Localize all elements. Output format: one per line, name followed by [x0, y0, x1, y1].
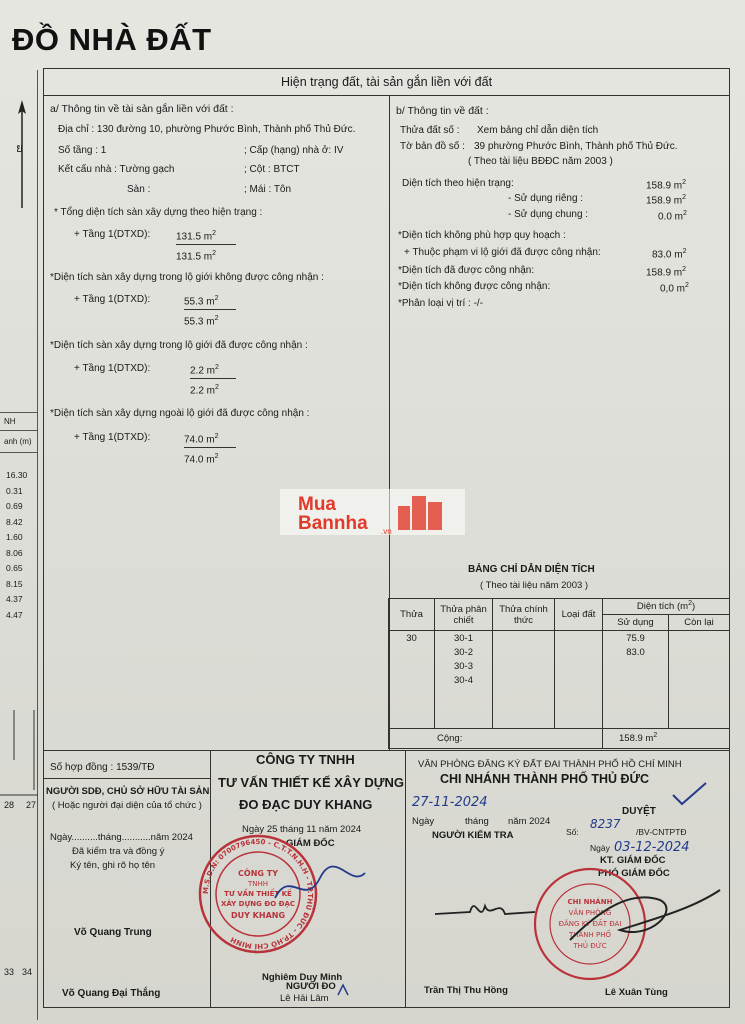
company-line-3: ĐO ĐẠC DUY KHANG [239, 797, 373, 812]
sub-plot-cell [435, 631, 493, 729]
strip-number: 1.60 [6, 532, 23, 542]
total-label: Cộng: [389, 729, 603, 749]
column-type: ; Cột : BTCT [244, 164, 300, 175]
approve-date-handwritten: 03-12-2024 [614, 840, 690, 855]
unrecognized-floor-label: + Tầng 1(DTXD): [74, 294, 151, 305]
strip-numbers [6, 468, 27, 623]
director-title: GIÁM ĐỐC [286, 838, 335, 849]
approve-title: DUYỆT [622, 806, 656, 817]
watermark-text: Bannha [298, 513, 368, 534]
strip-number: 4.47 [6, 609, 23, 620]
watermark-building-icon [396, 492, 446, 532]
owner-note-2: Ký tên, ghi rõ họ tên [70, 860, 156, 871]
inspect-date-handwritten: 27-11-2024 [412, 795, 488, 810]
inspector-signature-icon [430, 884, 540, 934]
current-area-label: Diện tích theo hiện trạng: [402, 178, 514, 189]
nonconforming-area-label: *Diện tích không phù hợp quy hoạch : [398, 230, 566, 241]
office-stamp-l1: CHI NHÁNH [567, 898, 613, 906]
owner-name-2: Võ Quang Đại Thắng [62, 988, 161, 999]
recognized-floor-value: 2.2 $m^2$ [190, 362, 236, 379]
area-table-title: BẢNG CHỈ DẪN DIỆN TÍCH [468, 564, 595, 575]
boundary-area-label: + Thuộc phạm vi lộ giới đã được công nhận: [404, 247, 601, 258]
land-type-cell [555, 631, 603, 729]
private-use-label: - Sử dụng riêng : [508, 193, 584, 204]
company-date: Ngày 25 tháng 11 năm 2024 [242, 824, 362, 835]
inspect-date-suffix: năm 2024 [508, 816, 551, 827]
plot-number-value: Xem bảng chỉ dẫn diện tích [477, 125, 599, 136]
sub-plot: 30-1 [453, 633, 473, 644]
sub-plot: 30-2 [453, 647, 473, 658]
contract-label: Số hợp đồng : 1539/TĐ [50, 762, 155, 773]
total-value: 158.9 $m^2$ [603, 729, 730, 749]
strip-number: 4.37 [6, 594, 23, 604]
common-use-label: - Sử dụng chung : [508, 209, 589, 220]
approval-check-icon [670, 780, 710, 810]
asset-address: Địa chỉ : 130 đường 10, phường Phước Bình, Thành phố Thủ Đức. [58, 124, 356, 135]
strip-label: 28 [4, 800, 15, 810]
office-stamp-l5: THỦ ĐỨC [573, 942, 607, 950]
strip-label: 27 [26, 800, 37, 810]
recognized-area-title: *Diện tích sàn xây dựng trong lộ giới đã được công nhận : [50, 340, 308, 351]
roof-type: ; Mái : Tôn [244, 184, 292, 195]
approve-no-suffix: /BV-CNTPTĐ [636, 827, 687, 837]
common-use-value: 0.0 $m^2$ [658, 210, 687, 223]
area-table [388, 598, 730, 749]
unrecognized-floor-value: 55.3 $m^2$ [184, 293, 236, 310]
map-sheet-value: 39 phường Phước Bình, Thành phố Thủ Đức. [474, 141, 678, 152]
company-stamp-l2: TNHH [247, 880, 269, 888]
used-value: 75.9 [626, 633, 645, 644]
strip-divider [0, 412, 38, 413]
col-official-plot: Thửa chính thức [493, 599, 555, 631]
col-used: Sử dụng [603, 615, 669, 631]
contract-divider [43, 778, 211, 779]
area-table-subtitle: ( Theo tài liệu năm 2003 ) [480, 580, 589, 591]
strip-divider [0, 452, 38, 453]
section-b-header: b/ Thông tin về đất : [396, 105, 489, 117]
inspect-date-prefix: Ngày [412, 816, 435, 827]
col-sub-plot: Thửa phân chiết [435, 599, 493, 631]
col-area: Diện tích $(m^2)$ [603, 599, 730, 615]
col-plot: Thửa [389, 599, 435, 631]
strip-number: 0.69 [6, 501, 23, 511]
kt-director-title: KT. GIÁM ĐỐC [600, 855, 666, 866]
strip-header: anh (m) [4, 437, 32, 446]
recognized-land-label: *Diện tích đã được công nhận: [398, 265, 535, 276]
official-plot-cell [493, 631, 555, 729]
company-stamp-l5: DUY KHANG [230, 911, 286, 920]
total-area-title: * Tổng diện tích sàn xây dựng theo hiện trạng : [54, 207, 263, 218]
inspector-title: NGƯỜI KIỂM TRA [432, 830, 514, 841]
recognized-land-value: 158.9 $m^2$ [646, 266, 687, 279]
total-floor-label: + Tầng 1(DTXD): [74, 229, 151, 240]
unrecognized-floor-sum: 55.3 $m^2$ [184, 315, 219, 328]
surveyor-title-label: NGƯỜI ĐO [286, 981, 336, 992]
sub-plot: 30-4 [453, 675, 473, 686]
inspector-name: Trần Thị Thu Hồng [424, 985, 508, 996]
unrecognized-land-value: 0,0 $m^2$ [660, 282, 689, 295]
owner-name-1: Võ Quang Trung [74, 927, 152, 938]
outside-floor-label: + Tầng 1(DTXD): [74, 432, 151, 443]
strip-label: 34 [22, 967, 33, 977]
owner-title: NGƯỜI SDĐ, CHỦ SỞ HỮU TÀI SẢN [46, 786, 210, 797]
surveyor-name: Lê Hải Lâm [280, 993, 329, 1004]
col-remaining: Còn lại [669, 615, 730, 631]
private-use-value: 158.9 $m^2$ [646, 194, 687, 207]
office-stamp-l4: THÀNH PHỐ [568, 931, 612, 939]
house-structure: Kết cấu nhà : Tường gạch [58, 164, 175, 175]
north-arrow-icon [14, 100, 30, 210]
current-area-value: 158.9 $m^2$ [646, 179, 687, 192]
strip-label: 33 [4, 967, 15, 977]
total-floor-value: 131.5 $m^2$ [176, 228, 236, 245]
company-line-2: TƯ VẤN THIẾT KẾ XÂY DỰNG [218, 775, 405, 790]
plot-number-label: Thửa đất số : [400, 125, 460, 136]
sub-plot: 30-3 [453, 661, 473, 672]
signature-divider-2 [405, 750, 406, 1008]
surveyor-mark-icon [336, 983, 350, 997]
table-total-row [389, 729, 730, 749]
office-line-1: VĂN PHÒNG ĐĂNG KÝ ĐẤT ĐAI THÀNH PHỐ HỒ CHÍ MINH [418, 759, 682, 770]
strip-header: NH [4, 417, 16, 426]
floor-type-label: Sàn : [127, 184, 151, 195]
approve-no-handwritten: 8237 [590, 817, 621, 831]
director-name: Nghiêm Duy Minh [262, 972, 343, 983]
floor-count: Số tầng : 1 [58, 145, 107, 156]
director-signature-icon [270, 858, 370, 918]
office-stamp-l3: ĐĂNG KÝ ĐẤT ĐAI [558, 920, 622, 928]
inspect-date-mid: tháng [465, 816, 489, 827]
company-stamp-ring: M.S.D.N: 0700796450 - C.T.T.N.H.H - TP.THỦ ĐỨC - TP.HỒ CHÍ MINH [201, 837, 315, 951]
frame-header: Hiện trạng đất, tài sản gắn liền với đất [43, 70, 730, 96]
position-classification: *Phân loại vị trí : -/- [398, 298, 484, 309]
plot-number-cell: 30 [389, 631, 435, 729]
watermark-text: Mua [298, 494, 336, 515]
used-value: 83.0 [626, 647, 645, 658]
table-row [389, 631, 730, 729]
approve-no-label: Số: [566, 827, 579, 837]
owner-subtitle: ( Hoặc người đại diện của tổ chức ) [52, 800, 202, 811]
col-land-type: Loại đất [555, 599, 603, 631]
used-area-cell [603, 631, 669, 729]
watermark-suffix: .vn [381, 527, 392, 536]
outside-area-title: *Diện tích sàn xây dựng ngoài lộ giới đã được công nhận : [50, 408, 310, 419]
company-stamp-l3: TƯ VẤN THIẾT KẾ [224, 890, 292, 898]
company-stamp-l4: XÂY DỰNG ĐO ĐẠC [220, 900, 296, 908]
outside-floor-value: 74.0 $m^2$ [184, 431, 236, 448]
office-stamp-l2: VĂN PHÒNG [568, 909, 612, 917]
office-line-2: CHI NHÁNH THÀNH PHỐ THỦ ĐỨC [440, 772, 649, 786]
owner-note-1: Đã kiểm tra và đồng ý [72, 846, 165, 857]
remaining-area-cell [669, 631, 730, 729]
section-a-header: a/ Thông tin về tài sản gắn liền với đất : [50, 103, 234, 115]
strip-number: 8.42 [6, 516, 23, 527]
signature-divider [43, 750, 730, 751]
boundary-area-value: 83.0 $m^2$ [652, 248, 687, 261]
recognized-floor-label: + Tầng 1(DTXD): [74, 363, 151, 374]
outside-floor-sum: 74.0 $m^2$ [184, 453, 219, 466]
deputy-director-name: Lê Xuân Tùng [605, 987, 668, 998]
recognized-floor-sum: 2.2 $m^2$ [190, 384, 219, 397]
company-line-1: CÔNG TY TNHH [256, 752, 355, 767]
strip-number: 0.65 [6, 563, 23, 573]
owner-date: Ngày..........tháng...........năm 2024 [50, 832, 193, 843]
map-note: ( Theo tài liệu BĐĐC năm 2003 ) [468, 156, 613, 167]
approve-date-prefix: Ngày [590, 843, 610, 853]
strip-number: 8.15 [6, 578, 23, 589]
company-stamp-l1: CÔNG TY [238, 869, 278, 878]
total-floor-sum: 131.5 $m^2$ [176, 250, 217, 263]
strip-number: 16.30 [6, 470, 28, 480]
house-grade: ; Cấp (hạng) nhà ở: IV [244, 145, 344, 156]
unrecognized-area-title: *Diện tích sàn xây dựng trong lộ giới không được công nhận : [50, 272, 324, 283]
svg-text:ย: ย [16, 141, 24, 155]
strip-number: 0.31 [6, 485, 23, 496]
strip-divider [0, 430, 38, 431]
strip-number: 8.06 [6, 547, 23, 558]
unrecognized-land-label: *Diện tích không được công nhận: [398, 281, 551, 292]
strip-sketch [0, 700, 38, 820]
document-title: ĐỒ NHÀ ĐẤT [12, 22, 212, 57]
map-sheet-label: Tờ bản đồ số : [400, 141, 465, 152]
deputy-signature-icon [560, 870, 730, 970]
deputy-director-title: PHÓ GIÁM ĐỐC [598, 868, 670, 879]
